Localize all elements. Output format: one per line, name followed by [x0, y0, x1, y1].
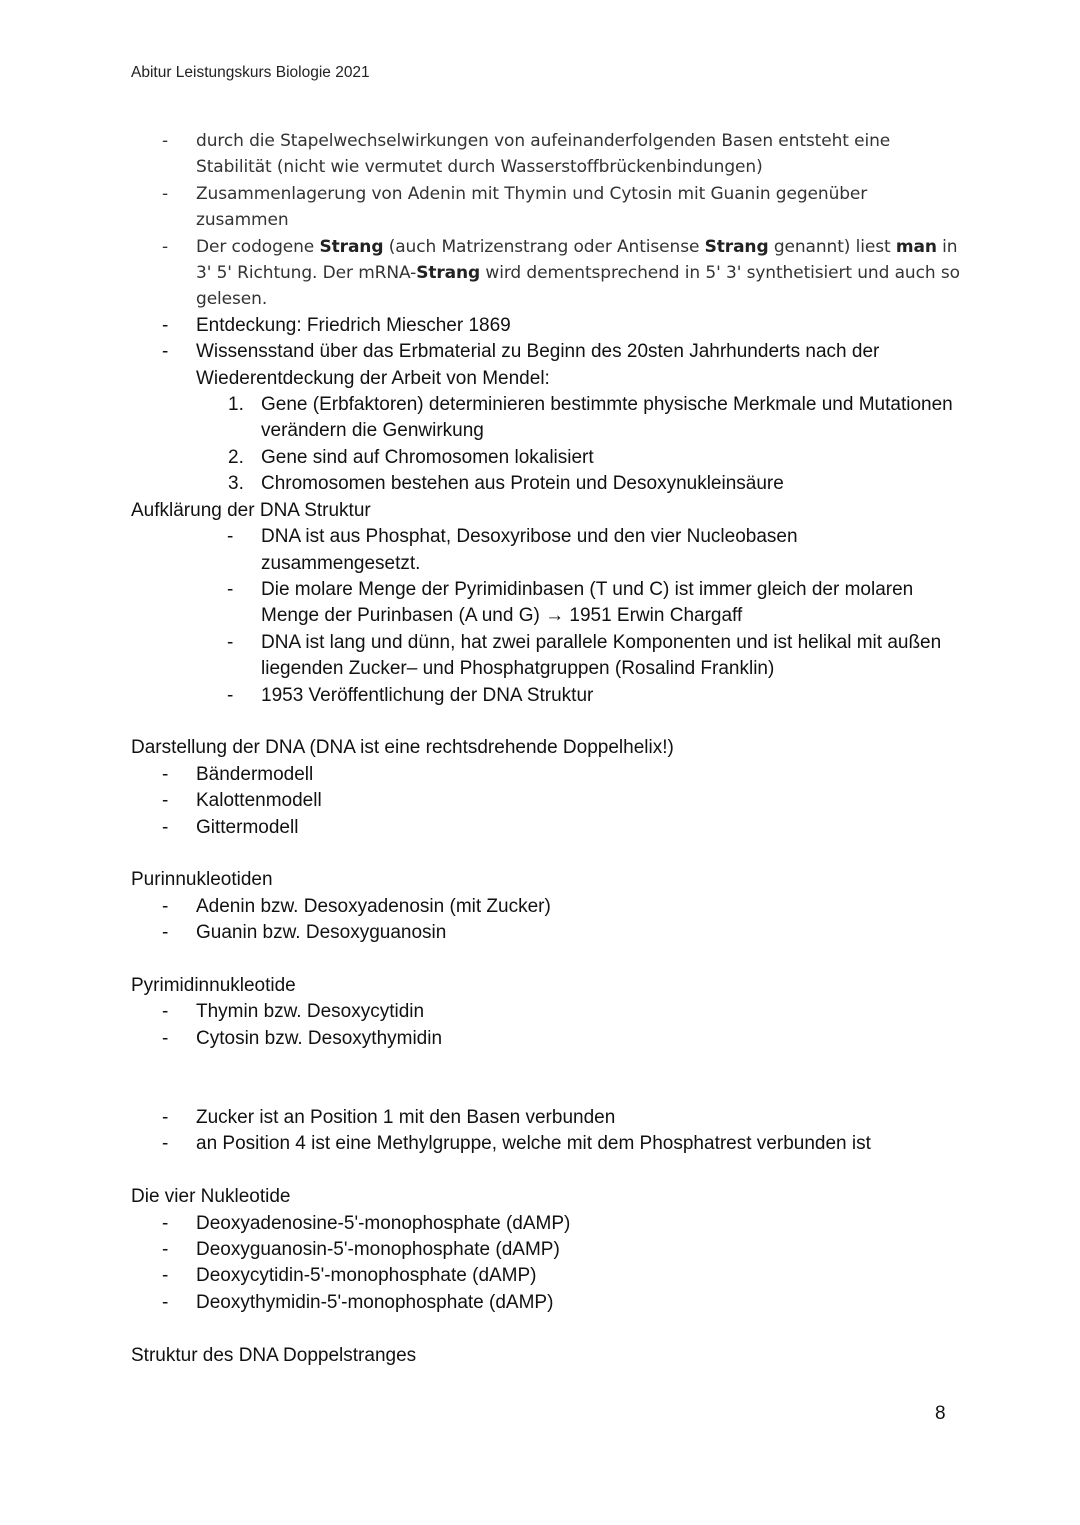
list-item: - Zucker ist an Position 1 mit den Basen verbunden [131, 1105, 961, 1131]
list-item: - Entdeckung: Friedrich Miescher 1869 [131, 313, 961, 339]
section-heading: Die vier Nukleotide [131, 1186, 291, 1208]
section-heading: Purinnukleotiden [131, 869, 273, 891]
numbered-item: 2. Gene sind auf Chromosomen lokalisiert [228, 446, 594, 468]
list-item: - Kalottenmodell [131, 788, 961, 814]
bullet-dash: - [162, 1133, 169, 1155]
page-number: 8 [935, 1403, 946, 1424]
spacer [131, 1052, 961, 1105]
bullet-dash: - [162, 1291, 169, 1313]
list-item: - Deoxythymidin-5'-monophosphate (dAMP) [131, 1290, 961, 1316]
section-heading: Struktur des DNA Doppelstranges [131, 1344, 417, 1366]
bullet-dash: - [162, 183, 169, 204]
list-item: - DNA ist lang und dünn, hat zwei parallele Komponenten und ist helikal mit außen liegenden Zucker– und Phosphatgruppen (Rosalind Franklin) [227, 631, 942, 680]
list-item: - durch die Stapelwechselwirkungen von aufeinanderfolgenden Basen entsteht eine Stabilität (nicht wie vermutet durch Wasserstoffbrückenbindungen) [131, 128, 961, 181]
bullet-dash: - [162, 236, 169, 257]
bullet-dash: - [162, 895, 169, 917]
numbered-item: 1. Gene (Erbfaktoren) determinieren bestimmte physische Merkmale und Mutationen verändern die Genwirkung [228, 394, 953, 442]
bullet-dash: - [162, 790, 169, 812]
list-item: - Gittermodell [131, 815, 961, 841]
bullet-dash: - [162, 1265, 169, 1287]
bullet-dash: - [227, 684, 234, 706]
bullet-dash: - [162, 1001, 169, 1023]
list-item: - Deoxyguanosin-5'-monophosphate (dAMP) [131, 1237, 961, 1263]
list-item: - an Position 4 ist eine Methylgruppe, welche mit dem Phosphatrest verbunden ist [131, 1131, 961, 1157]
list-item: - Adenin bzw. Desoxyadenosin (mit Zucker) [131, 894, 961, 920]
bullet-dash: - [162, 816, 169, 838]
numbered-item: 3. Chromosomen bestehen aus Protein und Desoxynukleinsäure [228, 473, 784, 495]
page-header: Abitur Leistungskurs Biologie 2021 [131, 64, 370, 81]
bullet-dash: - [227, 526, 234, 548]
list-item: - Wissensstand über das Erbmaterial zu Beginn des 20sten Jahrhunderts nach der Wiederentdeckung der Arbeit von Mendel: [162, 341, 880, 389]
list-item: - Zusammenlagerung von Adenin mit Thymin und Cytosin mit Guanin gegenüber zusammen [131, 181, 961, 234]
bullet-dash: - [162, 314, 169, 336]
bullet-dash: - [162, 1027, 169, 1049]
bullet-dash: - [162, 131, 169, 151]
spacer [131, 709, 961, 735]
list-item: - Bändermodell [131, 762, 961, 788]
bullet-dash: - [162, 341, 169, 363]
bullet-dash: - [162, 922, 169, 944]
list-item: - Thymin bzw. Desoxycytidin [131, 999, 961, 1025]
page-content [131, 128, 961, 1369]
bullet-dash: - [162, 1238, 169, 1260]
list-item: - Cytosin bzw. Desoxythymidin [131, 1026, 961, 1052]
spacer [131, 841, 961, 867]
spacer [131, 1158, 961, 1184]
list-item: - DNA ist aus Phosphat, Desoxyribose und den vier Nucleobasen zusammengesetzt. [227, 526, 798, 574]
spacer [131, 947, 961, 973]
section-heading: Darstellung der DNA (DNA ist eine rechtsdrehende Doppelhelix!) [131, 737, 674, 759]
bullet-dash: - [227, 578, 234, 600]
list-item: - Deoxyadenosine-5'-monophosphate (dAMP) [131, 1211, 961, 1237]
bullet-dash: - [162, 1212, 169, 1234]
section-heading: Aufklärung der DNA Struktur [131, 499, 371, 521]
list-item: - Guanin bzw. Desoxyguanosin [131, 920, 961, 946]
bullet-dash: - [227, 631, 234, 653]
bullet-dash: - [162, 763, 169, 785]
list-item: - Der codogene Strang (auch Matrizenstrang oder Antisense Strang genannt) liest man in 3' 5' Richtung. Der mRNA-Strang wird dementsprechend in 5' 3' synthetisiert und auch so gelesen. [131, 234, 961, 313]
list-item: - Deoxycytidin-5'-monophosphate (dAMP) [131, 1263, 961, 1289]
list-item: - 1953 Veröffentlichung der DNA Struktur [131, 683, 961, 709]
spacer [131, 1316, 961, 1342]
bullet-dash: - [162, 1106, 169, 1128]
list-item: - Die molare Menge der Pyrimidinbasen (T und C) ist immer gleich der molaren Menge der Purinbasen (A und G) → 1951 Erwin Chargaff [227, 578, 914, 627]
section-heading: Pyrimidinnukleotide [131, 974, 296, 996]
